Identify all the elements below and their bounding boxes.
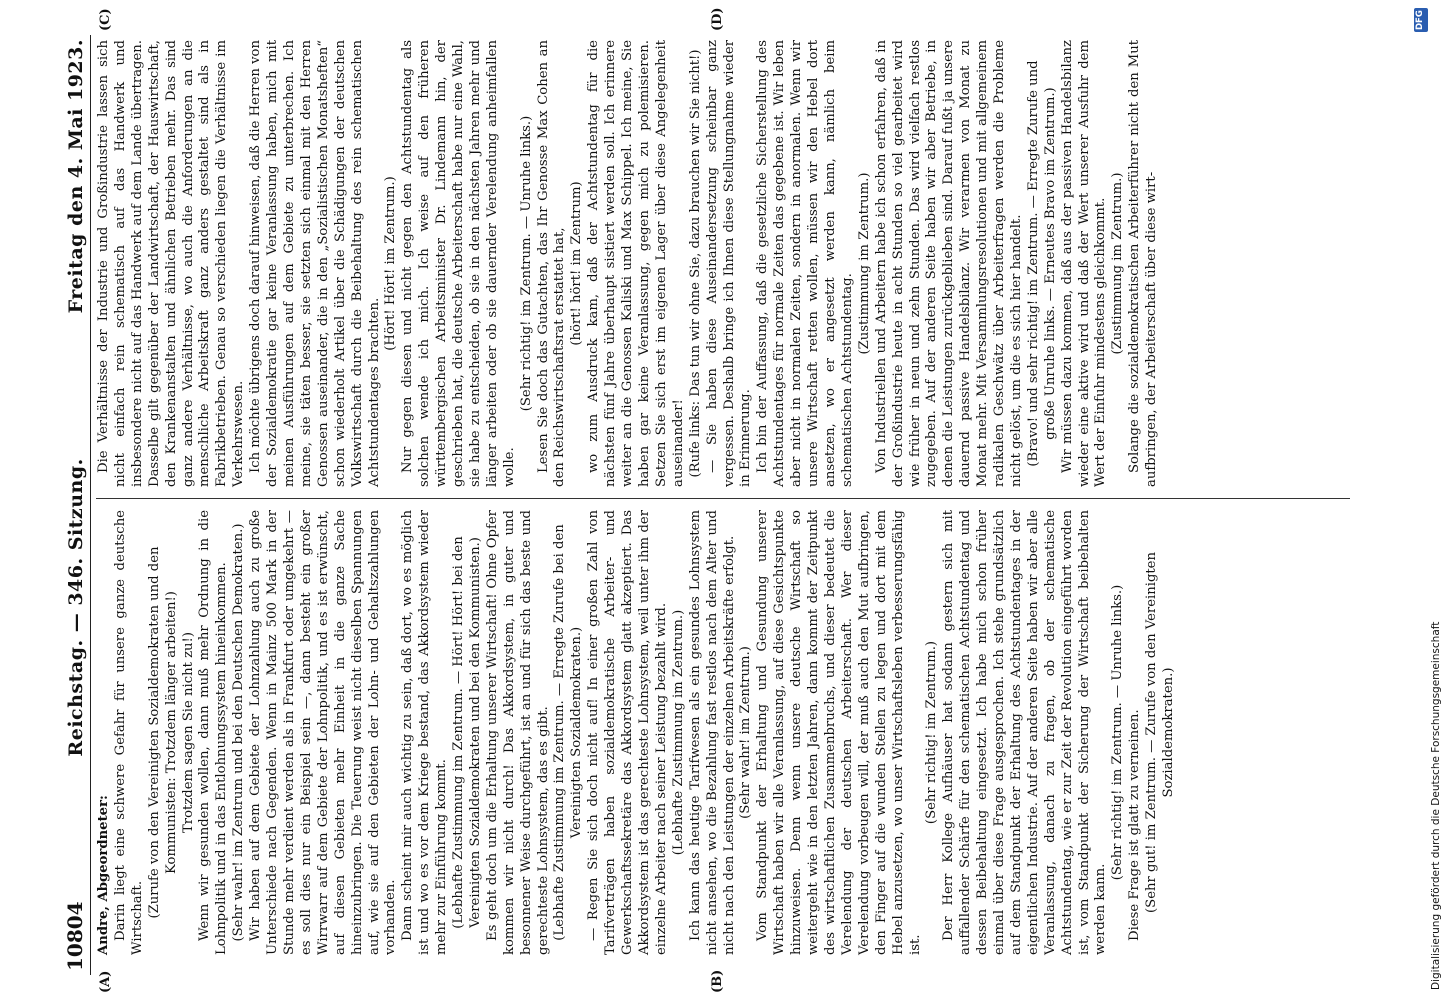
- margin-label-a: (A): [98, 970, 113, 993]
- interjection: Trotzdem sagen Sie nicht zu!): [180, 632, 196, 834]
- paragraph: Lesen Sie doch das Gutachten, das Ihr Genosse Max Cohen an den Reichswirtschaftsrat erstattet hat,: [535, 40, 568, 487]
- left-column: [96, 510, 1350, 955]
- newspaper-page: [60, 7, 1360, 993]
- dfg-logo-badge: [1414, 8, 1428, 32]
- right-column: [96, 40, 1350, 487]
- paragraph: Solange die sozialdemokratischen Arbeiterführer nicht den Mut aufbringen, der Arbeiterschaft über diese wirt-: [1127, 40, 1160, 487]
- speaker-name: Andre, Abgeordneter:: [96, 795, 111, 955]
- interjection: (Rufe links: Das tun wir ohne Sie, dazu brauchen wir Sie nicht!): [687, 49, 703, 478]
- paragraph: Vom Standpunkt der Erhaltung und Gesundung unserer Wirtschaft haben wir alle Veranlassung, auf diese Gesichtspunkte hinzuweisen. Denn wenn unsere deutsche Wirtschaft so weitergeht wie in den letzten Jahren, dann kommt der Zeitpunkt des wirtschaftlichen Zusammenbruchs, und dieser bedeutet die Verelendung der deutschen Arbeiterschaft. Wer dieser Verelendung vorbeugen will, der muß auch den Mut aufbringen, den Finger auf die wunden Stellen zu legen und dort mit dem Hebel anzusetzen, wo unser Wirtschaftsleben verbesserungsfähig ist.: [755, 510, 923, 955]
- interjection: (Sehr gut! im Zentrum. — Zurufe von den Vereinigten Sozialdemokraten.): [1144, 552, 1177, 913]
- paragraph: Wir haben auf dem Gebiete der Lohnzahlung auch zu große Unterschiede nach Gegenden. Wenn in Mainz 500 Mark in der Stunde mehr verdient werden als in Frankfurt oder umgekehrt — es soll dies nur ein Beispiel sein —, dann besteht ein großer Wirrwarr auf dem Gebiete der Lohnpolitik, und es ist erwünscht, auf diesen Gebieten mehr Einheit in die ganze Sache hineinzubringen. Die Teuerung weist nicht dieselben Spannungen auf, wie sie auf den Gebieten der Lohn- und Gehaltszahlungen vorhanden.: [248, 510, 399, 955]
- page-header: [60, 35, 91, 975]
- column-divider: [96, 498, 1350, 499]
- paragraph: Von Industriellen und Arbeitern habe ich schon erfahren, daß in der Großindustrie heute in acht Stunden so viel gearbeitet wird wie früher in neun und zehn Stunden. Das wird vielfach restlos zugegeben. Auf der anderen Seite haben wir aber Betriebe, in denen die Leistungen zurückgeblieben sind. Darauf fußt ja unsere dauernd passive Handelsbilanz. Wir verarmen von Monat zu Monat mehr. Mit Versammlungsresolutionen und mit allgemeinem radikalen Geschwätz über Arbeiterfragen werden die Probleme nicht gelöst, um die es sich hier handelt.: [873, 40, 1024, 487]
- paragraph: Ich bin der Auffassung, daß die gesetzliche Sicherstellung des Achtstundentages für normale Zeiten das gegebene ist. Wir leben aber nicht in normalen Zeiten, sondern in anormalen. Wenn wir unsere Wirtschaft retten wollen, müssen wir den Hebel dort ansetzen, wo er angesetzt werden kann, nämlich beim schematischen Achtstundentag.: [755, 40, 855, 487]
- paragraph: Nur gegen diesen und nicht gegen den Achtstundentag als solchen wende ich mich. Ich weise auf den früheren württembergischen Arbeitsminister Dr. Lindemann hin, der geschrieben hat, die deutsche Arbeiterschaft habe nur eine Wahl, sie habe zu entscheiden, ob sie in den nächsten Jahren mehr und länger arbeiten oder ob sie dauernder Verelendung anheimfallen wolle.: [400, 40, 517, 487]
- interjection: (Sehr wahr! im Zentrum und bei den Deutschen Demokraten.): [231, 523, 247, 942]
- interjection: (Zustimmung im Zentrum.): [856, 172, 872, 355]
- digitization-credit: Digitalisierung gefördert durch die Deutsche Forschungsgemeinschaft: [1430, 621, 1442, 990]
- paragraph: Diese Frage ist glatt zu verneinen.: [1127, 709, 1143, 941]
- paragraph: Wir müssen dazu kommen, daß aus der passiven Handelsbilanz wieder eine aktive wird und daß der Wert unserer Ausfuhr dem Wert der Einfuhr mindestens gleichkommt.: [1059, 40, 1109, 487]
- interjection: (Sehr wahr! im Zentrum.): [738, 646, 754, 819]
- interjection: (hört! hört! im Zentrum): [569, 181, 585, 346]
- paragraph: Darin liegt eine schwere Gefahr für unsere ganze deutsche Wirtschaft.: [112, 510, 145, 955]
- interjection: (Bravo! und sehr richtig! im Zentrum. — Erregte Zurufe und große Unruhe links. — Erneutes Bravo im Zentrum.): [1025, 60, 1058, 467]
- digitization-note: [1412, 0, 1442, 1000]
- page-number: 10804: [63, 901, 87, 971]
- dfg-logo-text: DFG: [1415, 10, 1425, 30]
- margin-label-d: (D): [710, 7, 725, 31]
- interjection: (Lebhafte Zustimmung im Zentrum.): [670, 609, 686, 856]
- paragraph: Die Verhältnisse der Industrie und Großindustrie lassen sich nicht einfach rein schematisch auf das Handwerk und insbesondere nicht auf das Handwerk auf dem Lande übertragen. Dasselbe gilt gegenüber der Landwirtschaft, der Hauswirtschaft, den Krankenanstalten und ähnlichen Betrieben mehr. Das sind ganz andere Verhältnisse, wo auch die Anforderungen an die menschliche Arbeitskraft ganz anders gestaltet sind als in Fabrikbetrieben. Genau so verschieden liegen die Verhältnisse im Verkehrswesen.: [96, 40, 247, 487]
- interjection: (Sehr richtig! im Zentrum.): [924, 640, 940, 825]
- paragraph: Es geht doch um die Erhaltung unserer Wirtschaft! Ohne Opfer kommen wir nicht durch! Das Akkordsystem, in guter und besonnener Weise durchgeführt, ist an und für sich das beste und gerechteste Lohnsystem, das es gibt.: [484, 510, 551, 955]
- interjection: (Lebhafte Zustimmung im Zentrum. — Erregte Zurufe bei den Vereinigten Sozialdemokraten.): [552, 524, 585, 941]
- page-title: Reichstag. — 346. Sitzung.: [65, 458, 87, 757]
- interjection: (Zustimmung im Zentrum.): [1110, 172, 1126, 355]
- margin-label-b: (B): [710, 969, 725, 993]
- paragraph: Wenn wir gesunden wollen, dann muß mehr Ordnung in die Lohnpolitik und in das Entlohnungssystem hineinkommen.: [197, 510, 230, 955]
- rotated-page: [60, 7, 1360, 993]
- paragraph: Ich möchte übrigens doch darauf hinweisen, daß die Herren von der Sozialdemokratie gar keine Veranlassung haben, mich mit meinen Ausführungen auf dem Gebiete zu unterbrechen. Ich meine, sie täten besser, sie setzten sich einmal mit den Herren Genossen auseinander, die in den „Sozialistischen Monatsheften“ schon wiederholt Artikel über die Schädigungen der deutschen Volkswirtschaft durch die Beibehaltung des rein schematischen Achtstundentages brachten.: [248, 40, 382, 487]
- interjection: (Sehr richtig! im Zentrum. — Unruhe links.): [518, 115, 534, 412]
- paragraph: Der Herr Kollege Aufhäuser hat sodann gestern sich mit auffallender Schärfe für den schematischen Achtstundentag und dessen Beibehaltung eingesetzt. Ich habe mich schon früher einmal über diese Frage ausgesprochen. Ich stehe grundsätzlich auf dem Standpunkt der Erhaltung des Achtstundentages in der eigentlichen Industrie. Auf der anderen Seite haben wir aber alle Veranlassung, danach zu fragen, ob der schematische Achtstundentag, wie er zur Zeit der Revolution eingeführt worden ist, vom Standpunkt der Sicherung der Wirtschaft beibehalten werden kann.: [941, 510, 1109, 955]
- paragraph: — Sie haben diese Auseinandersetzung scheinbar ganz vergessen. Deshalb bringe ich Ihnen diese Stellungnahme wieder in Erinnerung.: [704, 40, 754, 487]
- interjection: (Sehr richtig! im Zentrum. — Unruhe links.): [1110, 584, 1126, 881]
- margin-label-c: (C): [98, 8, 113, 31]
- paragraph: wo zum Ausdruck kam, daß der Achtstundentag für die nächsten fünf Jahre überhaupt sistiert werden soll. Ich erinnere weiter an die Genossen Kaliski und Max Schippel. Ich meine, Sie haben gar keine Veranlassung, gegen mich zu polemisieren. Setzen Sie sich erst im eigenen Lager über diese Angelegenheit auseinander!: [586, 40, 686, 487]
- interjection: (Lebhafte Zustimmung im Zentrum. — Hört! Hört! bei den Vereinigten Sozialdemokraten und bei den Kommunisten.): [451, 536, 483, 929]
- interjection: (Hört! Hört! im Zentrum.): [383, 176, 399, 351]
- paragraph: Dann scheint mir auch wichtig zu sein, daß dort, wo es möglich ist und wo es vor dem Kriege bestand, das Akkordsystem wieder mehr zur Einführung kommt.: [400, 510, 450, 955]
- interjection: (Zurufe von den Vereinigten Sozialdemokraten und den Kommunisten: Trotzdem länger arbeiten!): [146, 546, 179, 919]
- paragraph: — Regen Sie sich doch nicht auf! In einer großen Zahl von Tarifverträgen haben sozialdemokratische Arbeiter- und Gewerkschaftssekretäre das Akkordsystem glatt akzeptiert. Das Akkordsystem ist das gerechteste Lohnsystem, weil unter ihm der einzelne Arbeiter nach seiner Leistung bezahlt wird.: [586, 510, 669, 955]
- paragraph: Ich kann das heutige Tarifwesen als ein gesundes Lohnsystem nicht ansehen, wo die Bezahlung fast restlos nach dem Alter und nicht nach den Leistungen der einzelnen Arbeitskräfte erfolgt.: [687, 510, 737, 955]
- page-date: Freitag den 4. Mai 1923.: [65, 39, 87, 314]
